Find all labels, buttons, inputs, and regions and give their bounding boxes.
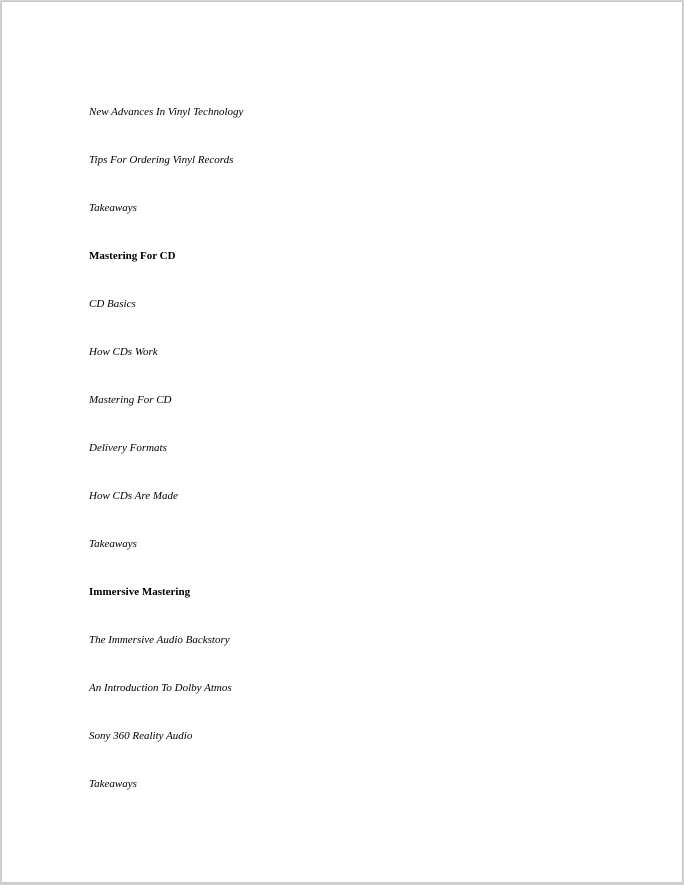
- toc-entry-how-cds-work: How CDs Work: [89, 346, 158, 358]
- toc-entry-how-cds-are-made: How CDs Are Made: [89, 490, 178, 502]
- toc-entry-cd-basics: CD Basics: [89, 298, 136, 310]
- table-of-contents: [89, 102, 243, 822]
- toc-entry-introduction-to-dolby-atmos: An Introduction To Dolby Atmos: [89, 682, 232, 694]
- toc-chapter-immersive-mastering: Immersive Mastering: [89, 586, 191, 598]
- toc-entry-takeaways-vinyl: Takeaways: [89, 202, 137, 214]
- document-page: [2, 2, 682, 882]
- toc-entry-immersive-audio-backstory: The Immersive Audio Backstory: [89, 634, 230, 646]
- toc-entry-takeaways-cd: Takeaways: [89, 538, 137, 550]
- toc-entry-tips-for-ordering-vinyl-records: Tips For Ordering Vinyl Records: [89, 154, 234, 166]
- toc-entry-takeaways-immersive: Takeaways: [89, 778, 137, 790]
- toc-chapter-mastering-for-cd: Mastering For CD: [89, 250, 176, 262]
- toc-entry-mastering-for-cd: Mastering For CD: [89, 394, 172, 406]
- toc-entry-sony-360-reality-audio: Sony 360 Reality Audio: [89, 730, 193, 742]
- toc-entry-delivery-formats: Delivery Formats: [89, 442, 167, 454]
- toc-entry-new-advances-in-vinyl-technology: New Advances In Vinyl Technology: [89, 106, 244, 118]
